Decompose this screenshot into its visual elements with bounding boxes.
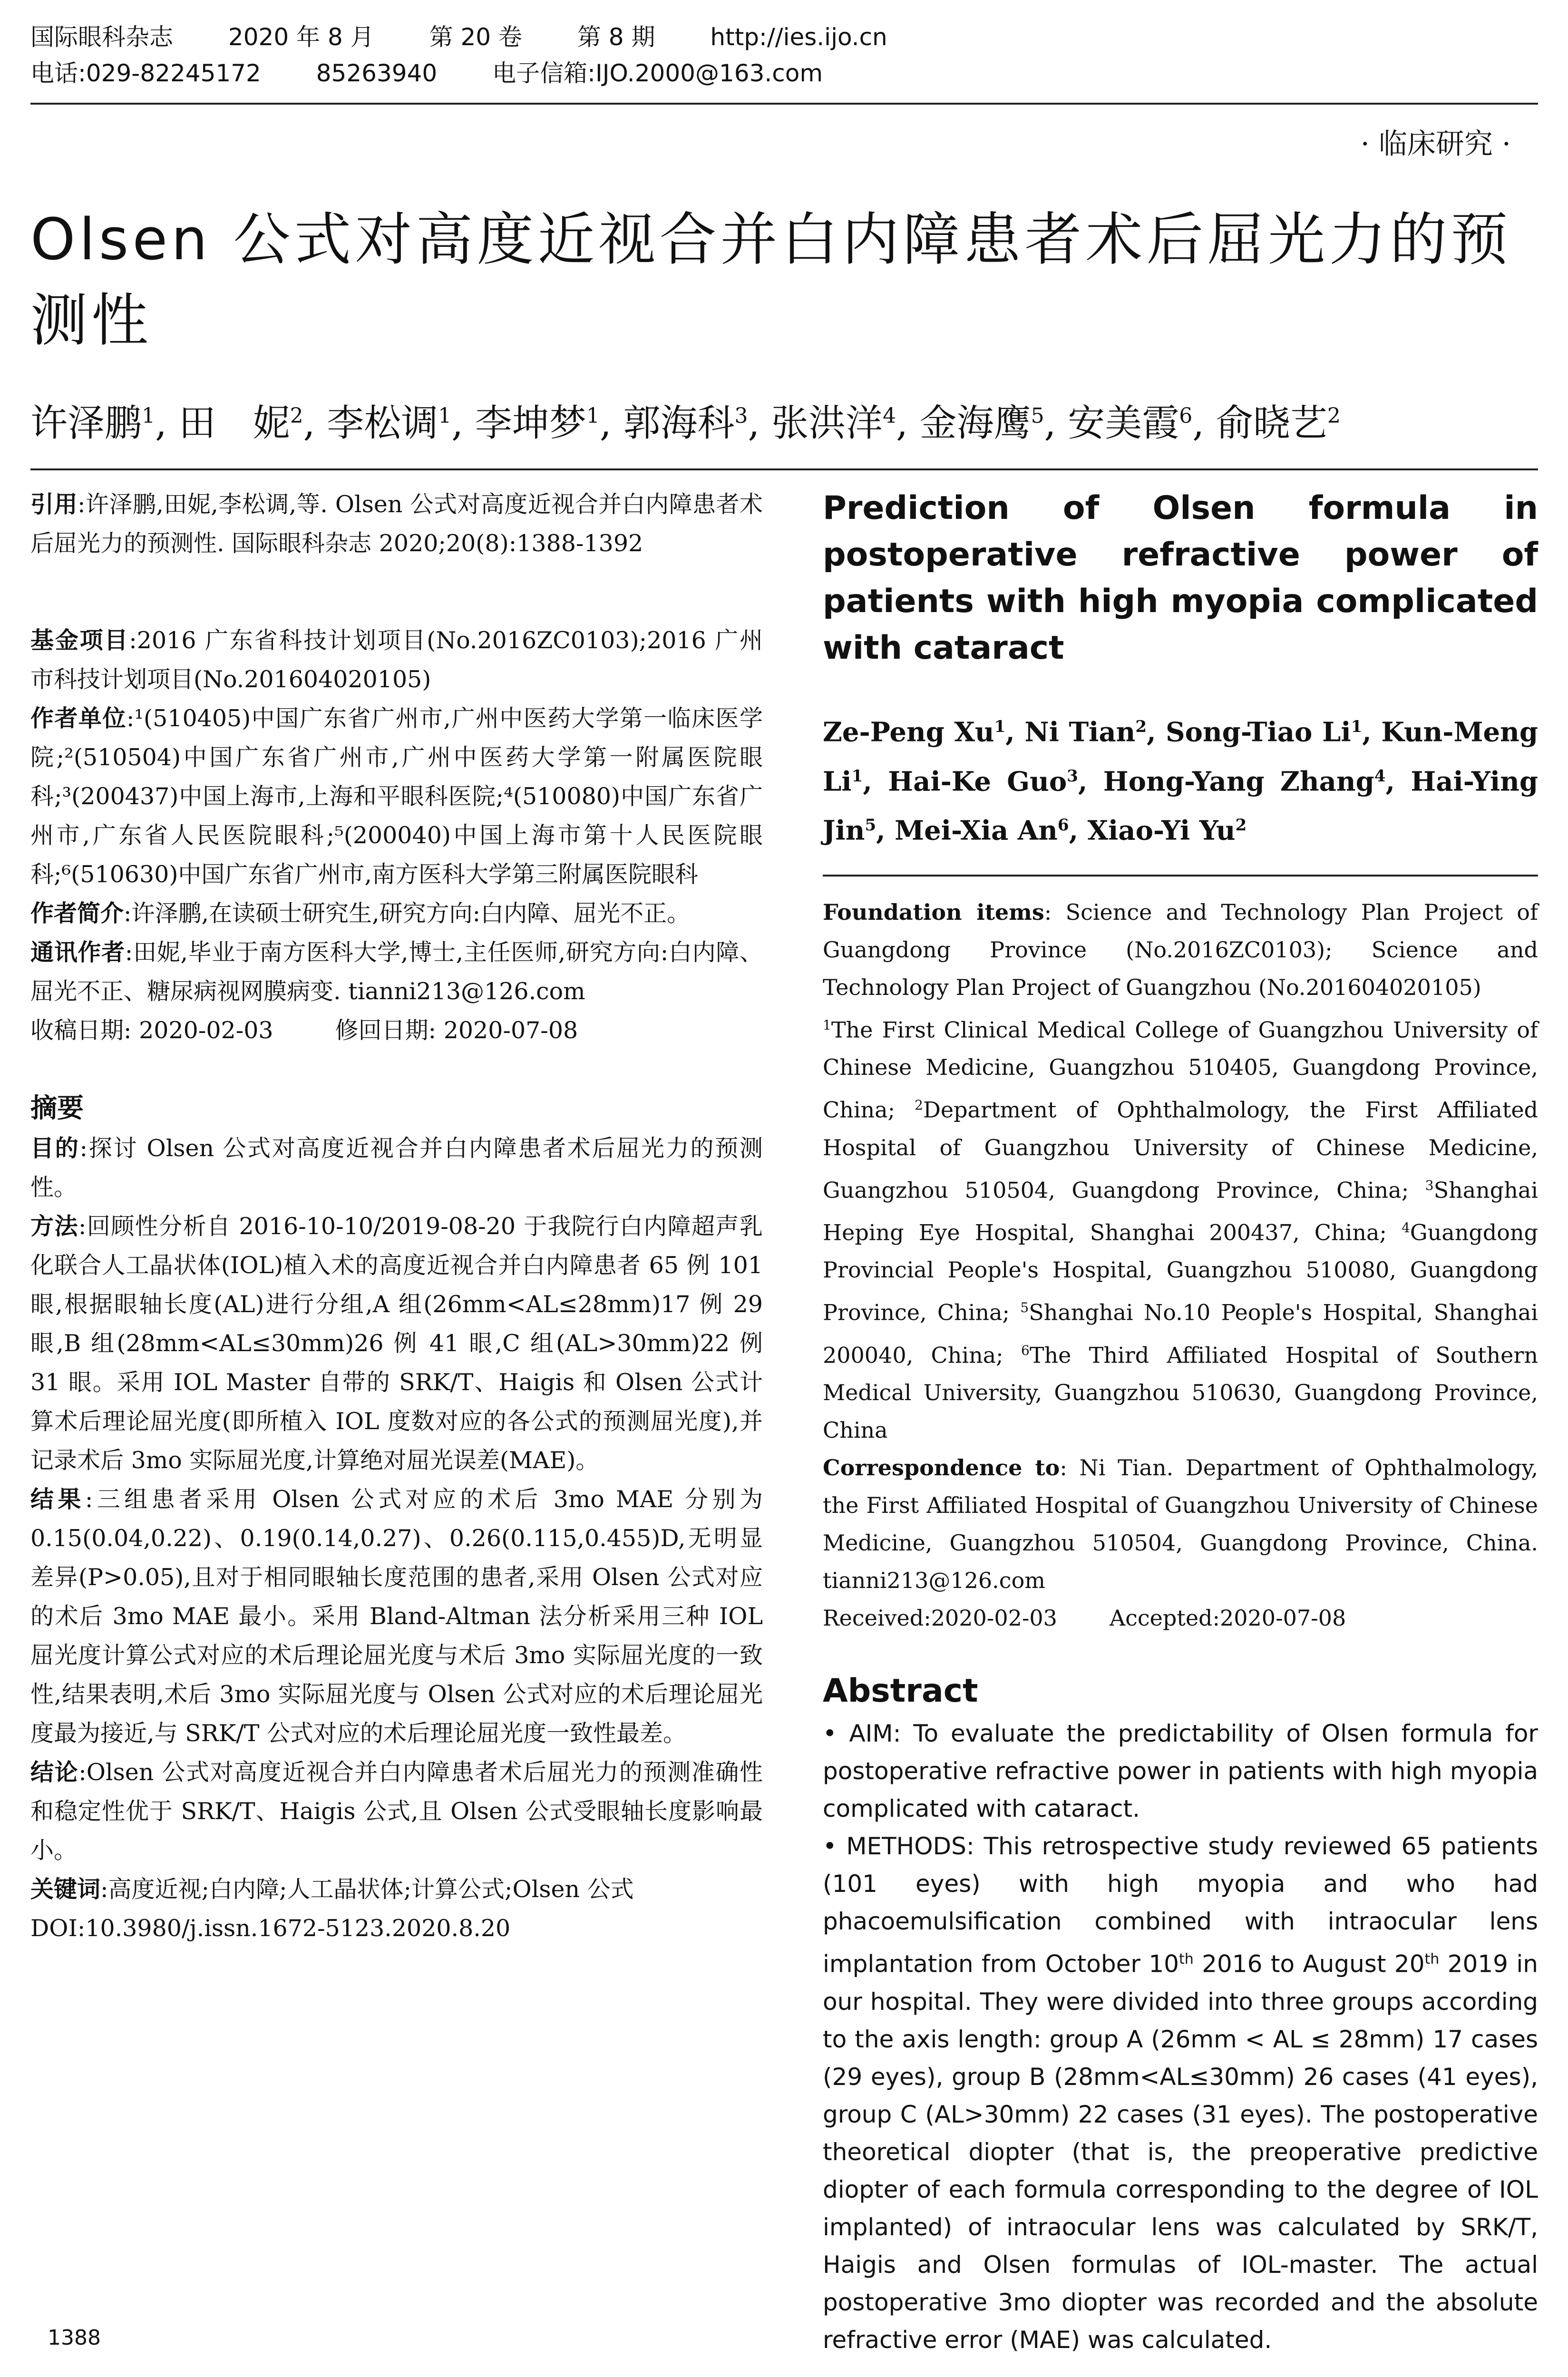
fund-label: 基金项目	[30, 627, 129, 654]
author-name-en: Kun-Meng Li	[823, 716, 1538, 798]
journal-name: 国际眼科杂志	[30, 23, 173, 51]
phone-2: 85263940	[316, 59, 438, 87]
aim-label: 目的	[30, 1135, 80, 1162]
author-affiliation-sup: 1	[142, 404, 156, 428]
foundation-items	[823, 894, 1538, 1006]
author-name: 俞晓艺	[1216, 402, 1327, 445]
header-divider	[30, 103, 1538, 105]
author-name-en: Ni Tian	[1024, 716, 1136, 748]
volume: 第 20 卷	[429, 23, 522, 51]
methods-text: • METHODS: This retrospective study reviewed 65 patients (101 eyes) with high myopia and who had phacoemulsification combined with intraocular lens implantation from October 10	[823, 1832, 1538, 1978]
keywords-label: 关键词	[30, 1876, 101, 1903]
spacer	[30, 1050, 763, 1089]
ordinal-sup: th	[1424, 1950, 1440, 1968]
spacer	[30, 563, 763, 602]
author-list: 许泽鹏$^1$, 田 妮$^2$, 李松调$^1$, 李坤梦$^1$, 郭海科$^3$, 张洪洋$^4$, 金海鹰$^5$, 安美霞$^6$, 俞晓艺$^2$	[30, 402, 1341, 445]
spacer	[30, 602, 763, 621]
section-label: · 临床研究 ·	[1360, 127, 1511, 161]
header-line-2	[30, 55, 1538, 91]
methods-cn	[30, 1207, 763, 1480]
chinese-column	[30, 485, 763, 1948]
affiliation-text: Department of Ophthalmology, the First Affiliated Hospital of Guangzhou University of Chinese Medicine, Guangzhou 510504, Guangdong Province, China;	[823, 1097, 1538, 1203]
affiliation-sup: 6	[1021, 1342, 1030, 1358]
author-affiliation-sup: 2	[1327, 404, 1341, 428]
english-article-info	[823, 894, 1538, 1637]
correspondence	[823, 1449, 1538, 1599]
result-label: 结果	[30, 1486, 85, 1513]
methods-en	[823, 1828, 1538, 2359]
author-affiliation-sup: 1	[438, 404, 452, 428]
author-affiliation-sup: 1	[994, 717, 1006, 736]
received-date-en: Received:2020-02-03	[823, 1605, 1057, 1631]
concl-text: :Olsen 公式对高度近视合并白内障患者术后屈光力的预测准确性和稳定性优于 SRK/T、Haigis 公式,且 Olsen 公式受眼轴长度影响最小。	[30, 1759, 763, 1864]
affiliation-sup: 4	[1402, 1219, 1410, 1236]
results-cn	[30, 1480, 763, 1753]
abstract-heading-cn	[30, 1089, 763, 1129]
affiliation-text: Shanghai Heping Eye Hospital, Shanghai 200437, China;	[823, 1177, 1538, 1246]
citation-label: 引用	[30, 491, 78, 518]
affiliations	[823, 1006, 1538, 1449]
fund-text: :2016 广东省科技计划项目(No.2016ZC0103);2016 广州市科技计划项目(No.201604020105)	[30, 627, 763, 693]
journal-email[interactable]: 电子信箱:IJO.2000@163.com	[492, 59, 823, 87]
author-name-en: Xiao-Yi Yu	[1087, 815, 1236, 847]
author-affiliation-sup: 2	[290, 404, 303, 428]
authors-divider	[30, 468, 1538, 470]
correspondence-text: : Ni Tian. Department of Ophthalmology, the First Affiliated Hospital of Guangzhou University of Chinese Medicine, Guangzhou 510504, Guangdong Province, China. tianni213@126.com	[823, 1454, 1538, 1593]
english-column	[823, 485, 1538, 2359]
english-title: Prediction of Olsen formula in postoperative refractive power of patients with high myopia complicated with cataract	[823, 489, 1538, 667]
page-number: 1388	[48, 2326, 101, 2350]
keywords-text: :高度近视;白内障;人工晶状体;计算公式;Olsen 公式	[100, 1876, 634, 1903]
dates	[30, 1011, 763, 1050]
ordinal-sup: th	[1178, 1950, 1194, 1968]
author-name: 安美霞	[1068, 402, 1179, 445]
aim-cn	[30, 1129, 763, 1207]
author-name-en: Hai-Ke Guo	[888, 766, 1067, 798]
foundation-label: Foundation items	[823, 899, 1044, 925]
affiliation-sup: 5	[1020, 1300, 1029, 1316]
aim-en: • AIM: To evaluate the predictability of Olsen formula for postoperative refractive power in patients with high myopia complicated with cataract.	[823, 1719, 1538, 1822]
aim-text: :探讨 Olsen 公式对高度近视合并白内障患者术后屈光力的预测性。	[30, 1135, 763, 1201]
author-affiliation-sup: 1	[851, 766, 863, 786]
english-authors-divider	[823, 875, 1538, 877]
author-affiliation-sup: 4	[883, 404, 896, 428]
author-affiliation-sup: 2	[1235, 816, 1247, 835]
author-name: 李松调	[327, 402, 438, 445]
issue-number: 第 8 期	[577, 23, 655, 51]
author-name-en: Hai-Ying Jin	[823, 766, 1539, 847]
method-text: :回顾性分析自 2016-10-10/2019-08-20 于我院行白内障超声乳化联合人工晶状体(IOL)植入术的高度近视合并白内障患者 65 例 101 眼,根据眼轴长度(AL)进行分组,A 组(26mm<AL≤28mm)17 例 29 眼,B 组(28mm<AL≤30mm)26 例 41 眼,C 组(AL>30mm)22 例 31 眼。采用 IOL Master 自带的 SRK/T、Haigis 和 Olsen 公式计算术后理论屈光度(即所植入 IOL 度数对应的各公式的预测屈光度),并记录术后 3mo 实际屈光度,计算绝对屈光误差(MAE)。	[30, 1213, 763, 1474]
affiliation-sup: 1	[823, 1017, 831, 1033]
accepted-date-en: Accepted:2020-07-08	[1109, 1605, 1346, 1631]
keywords-cn	[30, 1870, 763, 1909]
journal-header	[30, 19, 1538, 91]
affiliation-text: The First Clinical Medical College of Guangzhou University of Chinese Medicine, Guangzhou 510405, Guangdong Province, China;	[823, 1017, 1538, 1123]
author-name-en: Song-Tiao Li	[1166, 716, 1351, 748]
citation	[30, 485, 763, 563]
author-bio	[30, 894, 763, 933]
affiliation-sup: 2	[915, 1097, 923, 1113]
affiliation-text: The Third Affiliated Hospital of Southern Medical University, Guangzhou 510630, Guangdong Province, China	[823, 1342, 1538, 1443]
bio-label: 作者简介	[30, 900, 124, 927]
issue-date: 2020 年 8 月	[228, 23, 374, 51]
author-name-en: Mei-Xia An	[895, 815, 1058, 847]
correspondence-label: Correspondence to	[823, 1454, 1060, 1481]
author-affiliation-sup: 4	[1374, 766, 1386, 786]
received-date: 收稿日期: 2020-02-03	[30, 1017, 273, 1044]
author-name: 金海鹰	[919, 402, 1031, 445]
corr-label: 通讯作者	[30, 939, 125, 966]
method-label: 方法	[30, 1213, 78, 1240]
header-line-1	[30, 19, 1538, 55]
author-affiliation-sup: 2	[1135, 717, 1147, 736]
author-name-en: Ze-Peng Xu	[823, 716, 994, 748]
methods-text: 2016 to August 20	[1193, 1950, 1425, 1978]
doi-text[interactable]: DOI:10.3980/j.issn.1672-5123.2020.8.20	[30, 1915, 511, 1942]
doi[interactable]	[30, 1909, 763, 1948]
concl-label: 结论	[30, 1759, 79, 1786]
author-name: 许泽鹏	[30, 402, 142, 445]
english-author-list: Ze-Peng Xu$^1$, Ni Tian$^2$, Song-Tiao Li$^1$, Kun-Meng Li$^1$, Hai-Ke Guo$^3$, Hong-Yang Zhang$^4$, Hai-Ying Jin$^5$, Mei-Xia An$^6$, Xiao-Yi Yu$^2$	[823, 716, 1539, 847]
author-name-en: Hong-Yang Zhang	[1103, 766, 1374, 798]
phone: 电话:029-82245172	[30, 59, 261, 87]
author-affiliation-sup: 6	[1057, 816, 1069, 835]
article-title: Olsen 公式对高度近视合并白内障患者术后屈光力的预测性	[30, 207, 1512, 354]
author-affiliation-sup: 5	[865, 816, 877, 835]
author-name: 田 妮	[178, 402, 290, 445]
author-affiliation-sup: 1	[586, 404, 600, 428]
units-label: 作者单位	[30, 705, 127, 732]
units-text: :¹(510405)中国广东省广州市,广州中医药大学第一临床医学院;²(510504)中国广东省广州市,广州中医药大学第一附属医院眼科;³(200437)中国上海市,上海和平眼科医院;⁴(510080)中国广东省广州市,广东省人民医院眼科;⁵(200040)中国上海市第十人民医院眼科;⁶(510630)中国广东省广州市,南方医科大学第三附属医院眼科	[30, 705, 763, 888]
english-dates	[823, 1599, 1538, 1637]
journal-url[interactable]: http://ies.ijo.cn	[710, 23, 887, 51]
author-affiliation-sup: 3	[1067, 766, 1078, 786]
affiliation-sup: 3	[1425, 1177, 1434, 1193]
author-affiliation-sup: 5	[1031, 404, 1044, 428]
methods-text: 2019 in our hospital. They were divided into three groups according to the axis length: group A (26mm < AL ≤ 28mm) 17 cases (29 eyes), group B (28mm<AL≤30mm) 26 cases (41 eyes), group C (AL>30mm) 22 cases (31 eyes). The postoperative theoretical diopter (that is, the preoperative predictive diopter of each formula corresponding to the degree of IOL implanted) of intraocular lens was calculated by SRK/T, Haigis and Olsen formulas of IOL-master. The actual postoperative 3mo diopter was recorded and the absolute refractive error (MAE) was calculated.	[823, 1950, 1538, 2354]
conclusion-cn	[30, 1753, 763, 1870]
author-affiliation-sup: 6	[1179, 404, 1193, 428]
result-text: :三组患者采用 Olsen 公式对应的术后 3mo MAE 分别为 0.15(0.04,0.22)、0.19(0.14,0.27)、0.26(0.115,0.455)D,无明显差异(P>0.05),且对于相同眼轴长度范围的患者,采用 Olsen 公式对应的术后 3mo MAE 最小。采用 Bland-Altman 法分析采用三种 IOL 屈光度计算公式对应的术后理论屈光度与术后 3mo 实际屈光度的一致性,结果表明,术后 3mo 实际屈光度与 Olsen 公式对应的术后理论屈光度最为接近,与 SRK/T 公式对应的术后理论屈光度一致性最差。	[30, 1486, 763, 1747]
author-name: 张洪洋	[771, 402, 883, 445]
fund-info	[30, 621, 763, 699]
corresponding-author	[30, 933, 763, 1011]
abstract-heading-en: Abstract	[823, 1672, 978, 1710]
affiliation-text: Guangdong Provincial People's Hospital, Guangzhou 510080, Guangdong Province, China;	[823, 1219, 1538, 1325]
revised-date: 修回日期: 2020-07-08	[335, 1017, 578, 1044]
author-affiliation-sup: 3	[734, 404, 748, 428]
author-name: 郭海科	[623, 402, 735, 445]
author-units	[30, 699, 763, 894]
author-affiliation-sup: 1	[1351, 717, 1363, 736]
foundation-text: : Science and Technology Plan Project of Guangdong Province (No.2016ZC0103); Science and Technology Plan Project of Guangzhou (No.201604020105)	[823, 899, 1539, 1000]
citation-text: :许泽鹏,田妮,李松调,等. Olsen 公式对高度近视合并白内障患者术后屈光力的预测性. 国际眼科杂志 2020;20(8):1388-1392	[30, 491, 763, 557]
english-abstract	[823, 1715, 1538, 2359]
bio-text: :许泽鹏,在读硕士研究生,研究方向:白内障、屈光不正。	[124, 900, 691, 927]
affiliation-text: Shanghai No.10 People's Hospital, Shanghai 200040, China;	[823, 1299, 1538, 1368]
corr-text: :田妮,毕业于南方医科大学,博士,主任医师,研究方向:白内障、屈光不正、糖尿病视网膜病变. tianni213@126.com	[30, 939, 763, 1005]
abstract-label-cn: 摘要	[30, 1093, 84, 1124]
author-name: 李坤梦	[475, 402, 586, 445]
